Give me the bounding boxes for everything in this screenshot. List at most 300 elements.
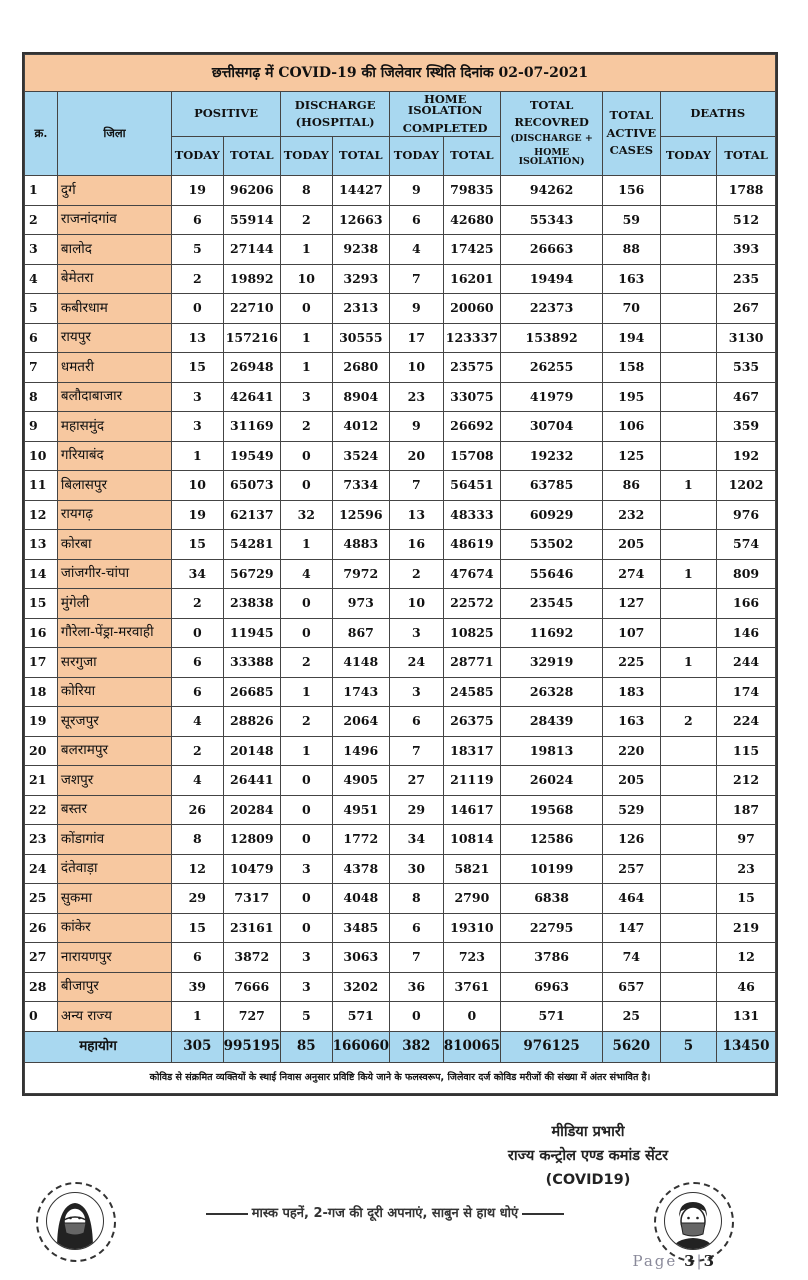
row-active: 88: [603, 235, 661, 265]
row-dis-total: 4148: [332, 648, 390, 678]
row-dis-today: 32: [281, 500, 332, 530]
row-pos-today: 6: [172, 205, 223, 235]
row-dis-today: 1: [281, 736, 332, 766]
row-home-total: 17425: [443, 235, 501, 265]
table-row: [25, 766, 776, 796]
row-pos-total: 19549: [223, 441, 281, 471]
row-pos-today: 3: [172, 382, 223, 412]
row-home-total: 24585: [443, 677, 501, 707]
table-row: [25, 471, 776, 501]
row-death-today: [660, 825, 717, 855]
table-row: [25, 353, 776, 383]
row-death-today: 2: [660, 707, 717, 737]
table-row: [25, 943, 776, 973]
row-home-today: 6: [390, 913, 443, 943]
table-row: [25, 677, 776, 707]
row-home-total: 79835: [443, 176, 501, 206]
row-district: मुंगेली: [57, 589, 171, 619]
row-death-total: 212: [717, 766, 776, 796]
row-death-total: 467: [717, 382, 776, 412]
row-active: 158: [603, 353, 661, 383]
row-dis-total: 9238: [332, 235, 390, 265]
row-sno: 25: [25, 884, 58, 914]
row-dis-total: 3202: [332, 972, 390, 1002]
row-dis-total: 12596: [332, 500, 390, 530]
row-pos-total: 23161: [223, 913, 281, 943]
row-recovered: 11692: [501, 618, 603, 648]
header-sno: क्र.: [25, 92, 58, 176]
row-home-today: 2: [390, 559, 443, 589]
row-death-total: 512: [717, 205, 776, 235]
row-home-today: 3: [390, 677, 443, 707]
row-sno: 16: [25, 618, 58, 648]
row-sno: 2: [25, 205, 58, 235]
row-pos-total: 27144: [223, 235, 281, 265]
page-number: Page 3|3: [632, 1252, 716, 1270]
row-dis-total: 867: [332, 618, 390, 648]
row-home-total: 0: [443, 1002, 501, 1032]
row-pos-today: 6: [172, 677, 223, 707]
row-pos-today: 39: [172, 972, 223, 1002]
row-home-today: 17: [390, 323, 443, 353]
row-dis-total: 1496: [332, 736, 390, 766]
row-pos-today: 1: [172, 441, 223, 471]
row-dis-total: 2064: [332, 707, 390, 737]
row-home-total: 16201: [443, 264, 501, 294]
row-dis-today: 0: [281, 589, 332, 619]
header-home-line1: HOME ISOLATION: [407, 91, 483, 118]
row-home-total: 20060: [443, 294, 501, 324]
row-home-total: 19310: [443, 913, 501, 943]
row-death-total: 574: [717, 530, 776, 560]
safety-slogan: [130, 1203, 640, 1223]
row-pos-total: 26441: [223, 766, 281, 796]
row-dis-today: 0: [281, 825, 332, 855]
row-recovered: 22373: [501, 294, 603, 324]
row-recovered: 10199: [501, 854, 603, 884]
row-sno: 1: [25, 176, 58, 206]
row-pos-today: 15: [172, 530, 223, 560]
row-death-total: 393: [717, 235, 776, 265]
row-active: 74: [603, 943, 661, 973]
row-pos-total: 56729: [223, 559, 281, 589]
row-pos-total: 7666: [223, 972, 281, 1002]
row-home-today: 9: [390, 294, 443, 324]
row-death-total: 146: [717, 618, 776, 648]
row-home-total: 3761: [443, 972, 501, 1002]
row-pos-today: 4: [172, 707, 223, 737]
row-active: 156: [603, 176, 661, 206]
row-active: 107: [603, 618, 661, 648]
row-sno: 18: [25, 677, 58, 707]
row-dis-total: 4048: [332, 884, 390, 914]
row-sno: 8: [25, 382, 58, 412]
row-dis-today: 8: [281, 176, 332, 206]
page-label: Page: [632, 1252, 678, 1270]
row-death-today: [660, 500, 717, 530]
row-dis-total: 3485: [332, 913, 390, 943]
row-death-total: 3130: [717, 323, 776, 353]
row-active: 126: [603, 825, 661, 855]
row-recovered: 571: [501, 1002, 603, 1032]
page-total: 3: [703, 1252, 716, 1270]
row-recovered: 26255: [501, 353, 603, 383]
footnote: कोविड से संक्रमित व्यक्तियों के स्थाई निवास अनुसार प्रविष्टि किये जाने के फलस्वरूप, जिलेवार दर्ज कोविड मरीजों की संख्या में अंतर संभावित है।: [25, 1062, 776, 1093]
row-home-total: 28771: [443, 648, 501, 678]
row-recovered: 19568: [501, 795, 603, 825]
signature-line2: राज्य कन्ट्रोल एण्ड कमांड सेंटर: [507, 1148, 669, 1164]
row-pos-today: 0: [172, 294, 223, 324]
row-district: सूरजपुर: [57, 707, 171, 737]
table-row: [25, 382, 776, 412]
header-recov-line2: RECOVRED: [514, 114, 589, 129]
row-pos-today: 34: [172, 559, 223, 589]
row-recovered: 26328: [501, 677, 603, 707]
row-dis-total: 3063: [332, 943, 390, 973]
row-death-total: 192: [717, 441, 776, 471]
table-row: [25, 589, 776, 619]
grand-total-row: [25, 1031, 776, 1062]
row-district: कबीरधाम: [57, 294, 171, 324]
row-dis-today: 1: [281, 677, 332, 707]
row-death-total: 115: [717, 736, 776, 766]
row-active: 220: [603, 736, 661, 766]
report-title: छत्तीसगढ़ में COVID-19 की जिलेवार स्थिति दिनांक 02-07-2021: [25, 55, 776, 92]
row-dis-today: 2: [281, 648, 332, 678]
row-dis-total: 571: [332, 1002, 390, 1032]
row-home-today: 30: [390, 854, 443, 884]
row-sno: 14: [25, 559, 58, 589]
row-dis-total: 30555: [332, 323, 390, 353]
row-home-total: 14617: [443, 795, 501, 825]
row-pos-today: 26: [172, 795, 223, 825]
row-dis-total: 7972: [332, 559, 390, 589]
row-death-today: [660, 353, 717, 383]
table-row: [25, 707, 776, 737]
row-home-total: 10814: [443, 825, 501, 855]
row-home-today: 24: [390, 648, 443, 678]
row-home-total: 48333: [443, 500, 501, 530]
row-home-today: 34: [390, 825, 443, 855]
header-home-total: TOTAL: [443, 137, 501, 176]
row-home-total: 23575: [443, 353, 501, 383]
row-district: बिलासपुर: [57, 471, 171, 501]
slogan-text: मास्क पहनें, 2-गज की दूरी अपनाएं, साबुन से हाथ धोएं: [251, 1206, 519, 1221]
header-home-today: TODAY: [390, 137, 443, 176]
row-district: कोरिया: [57, 677, 171, 707]
grand-total-label: महायोग: [25, 1031, 172, 1062]
row-district: नारायणपुर: [57, 943, 171, 973]
row-home-today: 6: [390, 205, 443, 235]
row-home-today: 23: [390, 382, 443, 412]
total-deaths-today: 5: [660, 1031, 717, 1062]
row-sno: 19: [25, 707, 58, 737]
row-death-today: [660, 382, 717, 412]
row-pos-total: 19892: [223, 264, 281, 294]
row-death-total: 219: [717, 913, 776, 943]
row-death-today: [660, 943, 717, 973]
row-district: बेमेतरा: [57, 264, 171, 294]
row-pos-today: 2: [172, 264, 223, 294]
row-recovered: 19813: [501, 736, 603, 766]
row-sno: 17: [25, 648, 58, 678]
row-death-total: 1788: [717, 176, 776, 206]
row-home-today: 4: [390, 235, 443, 265]
row-death-today: [660, 884, 717, 914]
row-sno: 3: [25, 235, 58, 265]
row-pos-today: 13: [172, 323, 223, 353]
row-pos-total: 12809: [223, 825, 281, 855]
row-dis-total: 3524: [332, 441, 390, 471]
row-active: 205: [603, 766, 661, 796]
table-row: [25, 323, 776, 353]
row-dis-today: 1: [281, 323, 332, 353]
row-home-total: 56451: [443, 471, 501, 501]
row-dis-today: 0: [281, 884, 332, 914]
row-home-total: 26692: [443, 412, 501, 442]
row-recovered: 53502: [501, 530, 603, 560]
row-home-today: 13: [390, 500, 443, 530]
row-death-total: 244: [717, 648, 776, 678]
row-dis-total: 1743: [332, 677, 390, 707]
row-sno: 10: [25, 441, 58, 471]
row-pos-total: 22710: [223, 294, 281, 324]
row-pos-total: 96206: [223, 176, 281, 206]
row-active: 86: [603, 471, 661, 501]
row-death-total: 1202: [717, 471, 776, 501]
row-pos-today: 19: [172, 176, 223, 206]
mask-badge-right: [654, 1182, 734, 1262]
row-district: कोंडागांव: [57, 825, 171, 855]
row-district: जांजगीर-चांपा: [57, 559, 171, 589]
row-recovered: 26024: [501, 766, 603, 796]
row-pos-today: 29: [172, 884, 223, 914]
row-recovered: 153892: [501, 323, 603, 353]
signature-line1: मीडिया प्रभारी: [551, 1124, 625, 1140]
row-sno: 22: [25, 795, 58, 825]
row-pos-total: 727: [223, 1002, 281, 1032]
table-row: [25, 1002, 776, 1032]
row-home-today: 8: [390, 884, 443, 914]
header-discharge-total: TOTAL: [332, 137, 390, 176]
row-dis-total: 2680: [332, 353, 390, 383]
row-recovered: 26663: [501, 235, 603, 265]
row-pos-total: 20284: [223, 795, 281, 825]
row-dis-today: 2: [281, 205, 332, 235]
row-district: कांकेर: [57, 913, 171, 943]
row-home-today: 9: [390, 412, 443, 442]
row-district: बस्तर: [57, 795, 171, 825]
row-home-today: 16: [390, 530, 443, 560]
header-positive: POSITIVE: [172, 92, 281, 137]
table-row: [25, 205, 776, 235]
row-sno: 15: [25, 589, 58, 619]
row-dis-total: 4905: [332, 766, 390, 796]
row-death-today: [660, 205, 717, 235]
row-recovered: 55343: [501, 205, 603, 235]
row-pos-total: 28826: [223, 707, 281, 737]
row-death-total: 97: [717, 825, 776, 855]
row-pos-total: 3872: [223, 943, 281, 973]
total-discharge-total: 166060: [332, 1031, 390, 1062]
row-dis-today: 3: [281, 854, 332, 884]
row-home-today: 7: [390, 264, 443, 294]
row-home-today: 7: [390, 471, 443, 501]
row-active: 163: [603, 264, 661, 294]
total-home-total: 810065: [443, 1031, 501, 1062]
row-pos-total: 23838: [223, 589, 281, 619]
row-active: 106: [603, 412, 661, 442]
row-home-total: 123337: [443, 323, 501, 353]
row-death-today: [660, 854, 717, 884]
row-dis-today: 3: [281, 972, 332, 1002]
mask-badge-left: [36, 1182, 116, 1262]
total-active: 5620: [603, 1031, 661, 1062]
row-sno: 6: [25, 323, 58, 353]
row-district: जशपुर: [57, 766, 171, 796]
row-death-total: 359: [717, 412, 776, 442]
table-row: [25, 530, 776, 560]
row-dis-total: 1772: [332, 825, 390, 855]
row-death-total: 131: [717, 1002, 776, 1032]
row-district: धमतरी: [57, 353, 171, 383]
row-home-today: 10: [390, 589, 443, 619]
row-pos-total: 10479: [223, 854, 281, 884]
row-pos-today: 6: [172, 943, 223, 973]
row-recovered: 23545: [501, 589, 603, 619]
row-dis-today: 4: [281, 559, 332, 589]
row-district: सरगुजा: [57, 648, 171, 678]
row-home-today: 10: [390, 353, 443, 383]
row-pos-total: 26948: [223, 353, 281, 383]
row-pos-today: 1: [172, 1002, 223, 1032]
row-recovered: 19494: [501, 264, 603, 294]
row-dis-today: 0: [281, 913, 332, 943]
row-home-total: 26375: [443, 707, 501, 737]
row-recovered: 63785: [501, 471, 603, 501]
row-dis-total: 7334: [332, 471, 390, 501]
row-dis-total: 12663: [332, 205, 390, 235]
row-district: दंतेवाड़ा: [57, 854, 171, 884]
row-home-today: 36: [390, 972, 443, 1002]
header-discharge: [281, 92, 390, 137]
row-death-today: [660, 589, 717, 619]
table-row: [25, 441, 776, 471]
row-home-today: 0: [390, 1002, 443, 1032]
header-discharge-line1: DISCHARGE: [294, 97, 376, 112]
row-death-total: 46: [717, 972, 776, 1002]
row-death-today: [660, 176, 717, 206]
row-dis-today: 10: [281, 264, 332, 294]
header-positive-today: TODAY: [172, 137, 223, 176]
row-pos-today: 0: [172, 618, 223, 648]
row-death-total: 174: [717, 677, 776, 707]
row-death-today: [660, 795, 717, 825]
row-district: कोरबा: [57, 530, 171, 560]
row-sno: 11: [25, 471, 58, 501]
row-death-today: [660, 736, 717, 766]
row-death-today: [660, 913, 717, 943]
row-dis-total: 8904: [332, 382, 390, 412]
row-home-total: 2790: [443, 884, 501, 914]
row-sno: 24: [25, 854, 58, 884]
total-positive-total: 995195: [223, 1031, 281, 1062]
row-recovered: 41979: [501, 382, 603, 412]
table-row: [25, 854, 776, 884]
row-dis-today: 1: [281, 353, 332, 383]
row-recovered: 60929: [501, 500, 603, 530]
total-recovered: 976125: [501, 1031, 603, 1062]
header-recov-line1: TOTAL: [529, 98, 574, 113]
row-home-total: 723: [443, 943, 501, 973]
row-death-today: 1: [660, 559, 717, 589]
row-death-total: 267: [717, 294, 776, 324]
row-death-total: 15: [717, 884, 776, 914]
row-home-total: 18317: [443, 736, 501, 766]
covid-district-table: [24, 54, 776, 1094]
row-death-today: 1: [660, 648, 717, 678]
header-recov-line3: (DISCHARGE +: [510, 133, 593, 145]
row-home-today: 27: [390, 766, 443, 796]
row-active: 59: [603, 205, 661, 235]
masked-man-icon: [664, 1192, 722, 1250]
row-dis-total: 973: [332, 589, 390, 619]
row-sno: 21: [25, 766, 58, 796]
row-death-today: 1: [660, 471, 717, 501]
row-district: रायगढ़: [57, 500, 171, 530]
row-home-total: 22572: [443, 589, 501, 619]
row-dis-total: 4012: [332, 412, 390, 442]
signature-block: [458, 1120, 718, 1192]
row-death-total: 235: [717, 264, 776, 294]
row-dis-today: 2: [281, 412, 332, 442]
header-deaths-total: TOTAL: [717, 137, 776, 176]
row-home-today: 7: [390, 736, 443, 766]
row-death-today: [660, 294, 717, 324]
row-recovered: 55646: [501, 559, 603, 589]
row-dis-today: 3: [281, 382, 332, 412]
row-death-today: [660, 441, 717, 471]
row-recovered: 6963: [501, 972, 603, 1002]
row-death-today: [660, 618, 717, 648]
row-active: 195: [603, 382, 661, 412]
row-dis-today: 1: [281, 235, 332, 265]
table-row: [25, 294, 776, 324]
total-positive-today: 305: [172, 1031, 223, 1062]
header-home-isolation: [390, 92, 501, 137]
row-dis-today: 0: [281, 441, 332, 471]
row-dis-total: 14427: [332, 176, 390, 206]
row-sno: 13: [25, 530, 58, 560]
table-row: [25, 618, 776, 648]
header-positive-total: TOTAL: [223, 137, 281, 176]
row-recovered: 94262: [501, 176, 603, 206]
row-district: गरियाबंद: [57, 441, 171, 471]
row-dis-today: 0: [281, 766, 332, 796]
row-sno: 5: [25, 294, 58, 324]
table-row: [25, 825, 776, 855]
row-home-total: 48619: [443, 530, 501, 560]
header-deaths-today: TODAY: [660, 137, 717, 176]
row-home-today: 3: [390, 618, 443, 648]
row-active: 529: [603, 795, 661, 825]
row-active: 147: [603, 913, 661, 943]
row-active: 125: [603, 441, 661, 471]
header-active-line1: TOTAL: [609, 108, 654, 123]
row-pos-total: 7317: [223, 884, 281, 914]
row-sno: 9: [25, 412, 58, 442]
row-home-total: 33075: [443, 382, 501, 412]
